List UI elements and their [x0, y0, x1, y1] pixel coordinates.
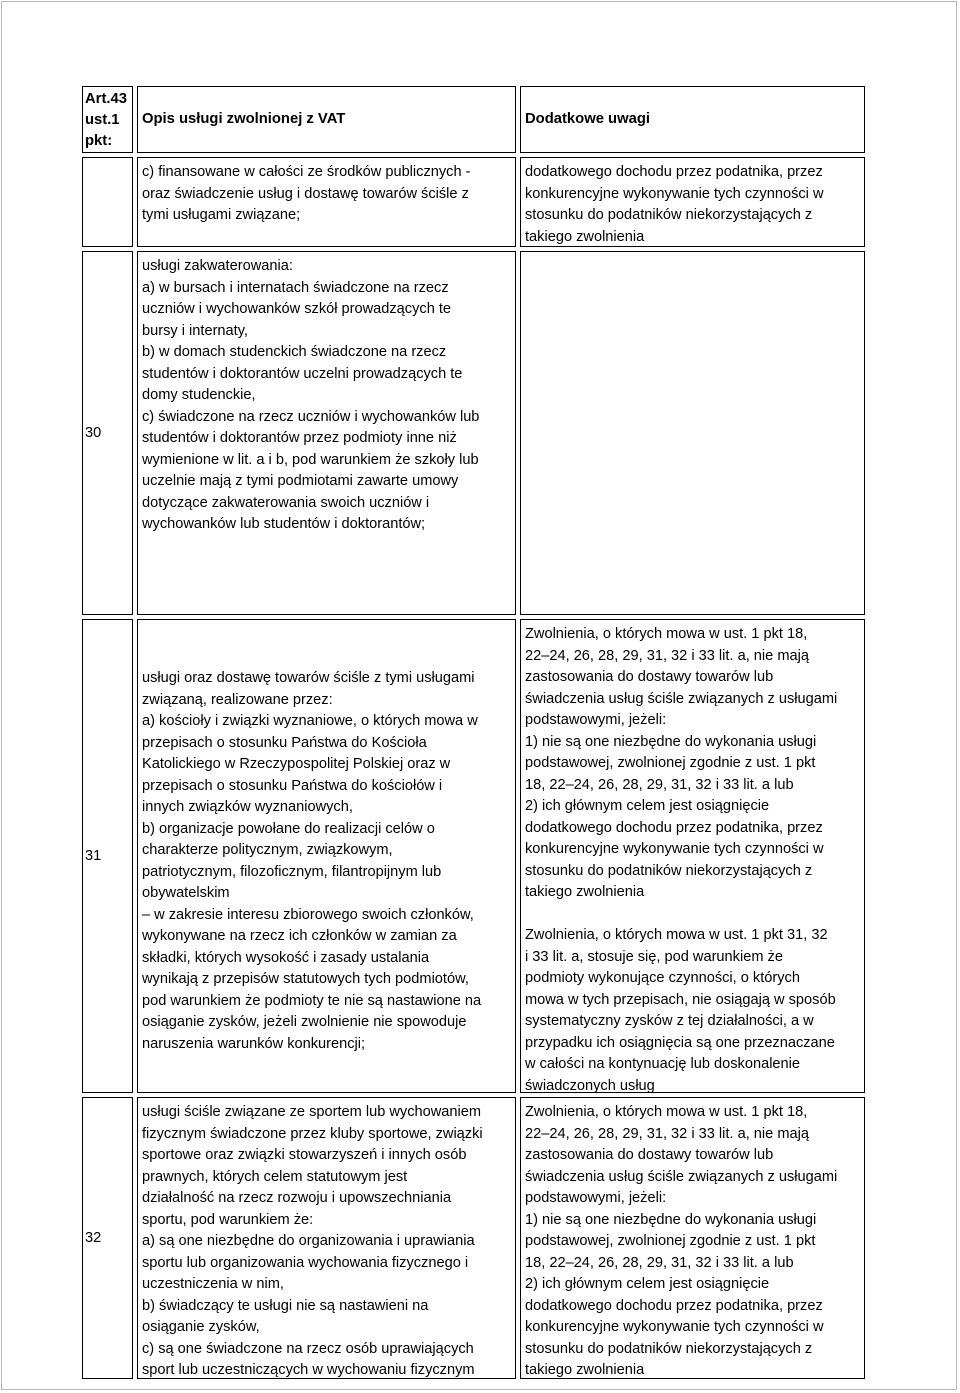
remarks-line: takiego zwolnienia: [525, 228, 645, 245]
remarks-line: konkurencyjne wykonywanie tych czynności w: [525, 185, 824, 202]
remarks-line: świadczenia usług ściśle związanych z usługami: [525, 690, 838, 707]
remarks-line: stosunku do podatników niekorzystających z: [525, 207, 813, 223]
description-line: uczestniczenia w nim,: [142, 1276, 284, 1292]
description-line: usługi ściśle związane ze sportem lub wychowaniem: [142, 1104, 482, 1120]
remarks-line: podstawowej, zwolnionej zgodnie z ust. 1 pkt: [525, 1233, 816, 1249]
row-number: 32: [85, 1230, 102, 1246]
row-number: 31: [85, 848, 102, 864]
remarks-line: zastosowania do dostawy towarów lub: [525, 669, 774, 685]
remarks-line: stosunku do podatników niekorzystających z: [525, 862, 813, 879]
row-remarks-cell: [520, 251, 865, 615]
description-line: prawnych, których celem statutowym jest: [142, 1168, 408, 1185]
description-line: patriotycznym, filozoficznym, filantropijnym lub: [142, 863, 442, 880]
description-line: pod warunkiem że podmioty te nie są nastawione na: [142, 992, 482, 1009]
remarks-line: systematyczny zysków z tej działalności, a w: [525, 1013, 814, 1029]
description-line: osiąganie zysków, jeżeli zwolnienie nie spowoduje: [142, 1014, 467, 1030]
description-line: sportu, pod warunkiem że:: [142, 1211, 314, 1228]
row-remarks-cell: [520, 1097, 865, 1379]
description-line: a) w bursach i internatach świadczone na rzecz: [142, 279, 449, 296]
description-line: usługi oraz dostawę towarów ściśle z tymi usługami: [142, 670, 475, 686]
description-line: fizycznym świadczone przez kluby sportowe, związki: [142, 1125, 483, 1142]
remarks-line: takiego zwolnienia: [525, 1362, 645, 1378]
header-cell-description: [137, 86, 516, 153]
description-line: uczelnie mają z tymi podmiotami zawarte umowy: [142, 473, 459, 489]
header-article-line: ust.1: [85, 112, 120, 128]
remarks-line: Zwolnienia, o których mowa w ust. 1 pkt 18,: [525, 626, 808, 642]
description-line: charakterze politycznym, związkowym,: [142, 842, 393, 858]
remarks-line: 22–24, 26, 28, 29, 31, 32 i 33 lit. a, nie mają: [525, 647, 809, 664]
remarks-line: w całości na kontynuację lub doskonalenie: [525, 1056, 801, 1072]
remarks-line: podstawowej, zwolnionej zgodnie z ust. 1 pkt: [525, 755, 816, 771]
description-line: obywatelskim: [142, 885, 230, 901]
remarks-line: i 33 lit. a, stosuje się, pod warunkiem że: [525, 948, 783, 965]
description-line: b) w domach studenckich świadczone na rzecz: [142, 344, 447, 360]
remarks-line: konkurencyjne wykonywanie tych czynności w: [525, 841, 824, 857]
remarks-line: świadczenia usług ściśle związanych z usługami: [525, 1168, 838, 1185]
row-number: 30: [85, 425, 102, 441]
row-description-cell: [137, 619, 516, 1093]
remarks-line: 22–24, 26, 28, 29, 31, 32 i 33 lit. a, nie mają: [525, 1125, 809, 1142]
description-line: dotyczące zakwaterowania swoich uczniów i: [142, 494, 430, 511]
description-line: związaną, realizowane przez:: [142, 691, 333, 708]
row-number-cell: [82, 157, 133, 247]
description-line: wymienione w lit. a i b, pod warunkiem że szkoły lub: [142, 451, 479, 468]
remarks-line: 18, 22–24, 26, 28, 29, 31, 32 i 33 lit. a lub: [525, 776, 794, 793]
remarks-line: 2) ich głównym celem jest osiągnięcie: [525, 1276, 770, 1292]
description-line: Katolickiego w Rzeczypospolitej Polskiej oraz w: [142, 756, 451, 772]
row-number-cell: [82, 251, 133, 615]
row-remarks-cell: [520, 619, 865, 1093]
description-line: sportu lub organizowania wychowania fizycznego i: [142, 1254, 469, 1271]
description-line: sportowe oraz związki stowarzyszeń i innych osób: [142, 1147, 467, 1163]
description-line: c) finansowane w całości ze środków publicznych -: [142, 164, 471, 180]
header-cell-remarks: [520, 86, 865, 153]
remarks-line: mowa w tych przepisach, nie osiągają w sposób: [525, 991, 836, 1008]
description-line: a) kościoły i związki wyznaniowe, o których mowa w: [142, 713, 478, 729]
remarks-line: dodatkowego dochodu przez podatnika, przez: [525, 164, 823, 180]
remarks-line: stosunku do podatników niekorzystających z: [525, 1340, 813, 1357]
remarks-line: przypadku ich osiągnięcia są one przeznaczane: [525, 1034, 835, 1051]
header-article-line: Art.43: [85, 91, 127, 107]
header-description-title: Opis usługi zwolnionej z VAT: [142, 111, 346, 127]
remarks-line: 1) nie są one niezbędne do wykonania usługi: [525, 1211, 817, 1228]
remarks-line: dodatkowego dochodu przez podatnika, przez: [525, 1297, 823, 1314]
description-line: a) są one niezbędne do organizowania i uprawiania: [142, 1233, 475, 1249]
remarks-line: zastosowania do dostawy towarów lub: [525, 1147, 774, 1163]
description-line: oraz świadczenie usług i dostawę towarów ściśle z: [142, 185, 469, 202]
description-line: b) organizacje powołane do realizacji celów o: [142, 820, 435, 837]
row-remarks-cell: [520, 157, 865, 247]
description-line: studentów i doktorantów przez podmioty inne niż: [142, 430, 457, 446]
row-description-cell: [137, 1097, 516, 1379]
description-line: naruszenia warunków konkurencji;: [142, 1035, 366, 1052]
remarks-line: dodatkowego dochodu przez podatnika, przez: [525, 819, 823, 836]
description-line: przepisach o stosunku Państwa do kościołów i: [142, 777, 443, 794]
description-line: – w zakresie interesu zbiorowego swoich członków,: [142, 906, 474, 923]
remarks-line: 1) nie są one niezbędne do wykonania usługi: [525, 733, 817, 750]
remarks-line: Zwolnienia, o których mowa w ust. 1 pkt 31, 32: [525, 927, 828, 943]
description-line: osiąganie zysków,: [142, 1319, 260, 1335]
row-description-cell: [137, 157, 516, 247]
description-line: wykonywane na rzecz ich członków w zamian za: [142, 928, 457, 944]
header-article-line: pkt:: [85, 133, 113, 149]
description-line: wynikają z przepisów statutowych tych podmiotów,: [142, 971, 469, 987]
description-line: c) świadczone na rzecz uczniów i wychowanków lub: [142, 408, 480, 425]
description-line: przepisach o stosunku Państwa do Kościoła: [142, 734, 427, 751]
header-remarks-title: Dodatkowe uwagi: [525, 111, 650, 127]
remarks-line: 2) ich głównym celem jest osiągnięcie: [525, 798, 770, 814]
description-line: bursy i internaty,: [142, 322, 248, 339]
remarks-line: Zwolnienia, o których mowa w ust. 1 pkt 18,: [525, 1104, 808, 1120]
remarks-line: 18, 22–24, 26, 28, 29, 31, 32 i 33 lit. a lub: [525, 1254, 794, 1271]
row-number-cell: [82, 619, 133, 1093]
description-line: składki, których wysokość i zasady ustalania: [142, 949, 430, 966]
remarks-line: konkurencyjne wykonywanie tych czynności w: [525, 1319, 824, 1335]
header-cell-article: [82, 86, 133, 153]
remarks-line: podstawowymi, jeżeli:: [525, 1190, 667, 1206]
remarks-line: takiego zwolnienia: [525, 884, 645, 900]
remarks-line: podstawowymi, jeżeli:: [525, 712, 667, 728]
description-line: domy studenckie,: [142, 387, 256, 403]
description-line: studentów i doktorantów uczelni prowadzących te: [142, 365, 463, 382]
row-number-cell: [82, 1097, 133, 1379]
description-line: uczniów i wychowanków szkół prowadzących te: [142, 301, 452, 317]
description-line: b) świadczący te usługi nie są nastawieni na: [142, 1297, 429, 1314]
description-line: sport lub uczestniczących w wychowaniu fizycznym: [142, 1362, 475, 1378]
description-line: wychowanków lub studentów i doktorantów;: [142, 516, 426, 532]
description-line: c) są one świadczone na rzecz osób uprawiających: [142, 1340, 474, 1357]
description-line: działalność na rzecz rozwoju i upowszechniania: [142, 1190, 452, 1206]
remarks-line: podmioty wykonujące czynności, o których: [525, 970, 800, 986]
description-line: innych związków wyznaniowych,: [142, 799, 353, 815]
description-line: tymi usługami związane;: [142, 207, 301, 223]
row-description-cell: [137, 251, 516, 615]
description-line: usługi zakwaterowania:: [142, 258, 293, 274]
remarks-line: świadczonych usług: [525, 1077, 655, 1093]
